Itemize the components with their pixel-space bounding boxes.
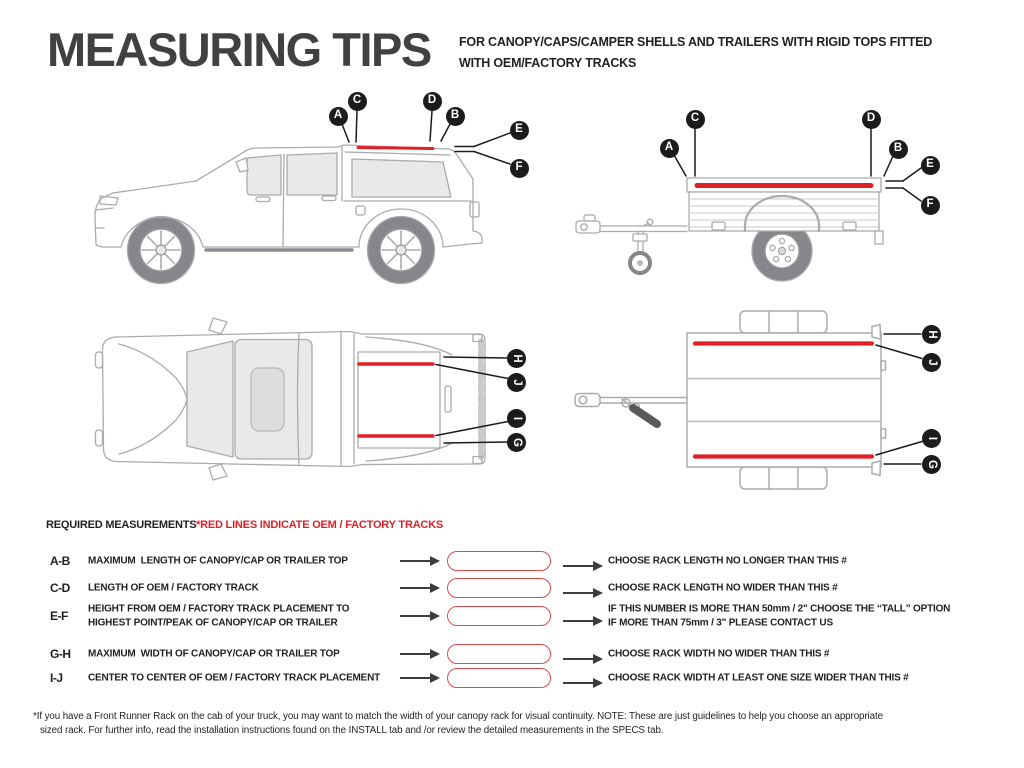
measurement-blank-field <box>447 644 551 664</box>
measurement-recommendation <box>608 603 1020 630</box>
red-lines-note: *RED LINES INDICATE OEM / FACTORY TRACKS <box>196 519 444 531</box>
marker-truck-top-g: G <box>507 433 526 452</box>
description-line: MAXIMUM WIDTH OF CANOPY/CAP OR TRAILER TOP <box>88 648 340 660</box>
marker-trailer-top-g: G <box>922 455 941 474</box>
measurement-description <box>88 554 404 568</box>
marker-truck-top-j: J <box>507 373 526 392</box>
marker-trailer-top-h: H <box>922 325 941 344</box>
measurement-blank-field <box>447 668 551 688</box>
marker-trailer-top-i: I <box>922 429 941 448</box>
measurement-description <box>88 603 404 630</box>
arrow-right-icon <box>563 561 603 571</box>
trailer-side-view-drawing <box>576 129 921 281</box>
measurement-description <box>88 671 404 685</box>
measurement-recommendation <box>608 581 1020 595</box>
measurement-code: G-H <box>50 647 71 661</box>
measurement-row-ef <box>0 601 1024 631</box>
page-title: MEASURING TIPS <box>47 23 431 76</box>
arrow-right-icon <box>400 611 440 621</box>
measurement-description <box>88 647 404 661</box>
arrow-right-icon <box>400 673 440 683</box>
recommendation-line: CHOOSE RACK WIDTH NO WIDER THAN THIS # <box>608 648 830 660</box>
measurement-blank-field <box>447 578 551 598</box>
arrow-right-icon <box>400 556 440 566</box>
description-line: CENTER TO CENTER OF OEM / FACTORY TRACK PLACEMENT <box>88 672 381 684</box>
marker-trailer-side-d: D <box>862 110 881 129</box>
subtitle-line-2: WITH OEM/FACTORY TRACKS <box>459 56 637 70</box>
marker-trailer-side-e: E <box>921 156 940 175</box>
marker-truck-side-c: C <box>348 92 367 111</box>
footnote <box>33 710 883 737</box>
marker-truck-side-b: B <box>446 107 465 126</box>
measurement-blank-field <box>447 606 551 626</box>
description-line: LENGTH OF OEM / FACTORY TRACK <box>88 582 259 594</box>
measurement-blank-field <box>447 551 551 571</box>
footnote-line-1: *If you have a Front Runner Rack on the cab of your truck, you may want to match the width of your canopy rack for visual continuity. NOTE: These are just guidelines to help you choose an appropriate <box>33 711 883 722</box>
truck-top-view-drawing <box>96 318 509 480</box>
marker-trailer-side-f: F <box>921 196 940 215</box>
description-line: MAXIMUM LENGTH OF CANOPY/CAP OR TRAILER TOP <box>88 555 348 567</box>
arrow-right-icon <box>400 583 440 593</box>
measurement-code: E-F <box>50 609 68 623</box>
measurement-row-ij <box>0 664 1024 692</box>
measurement-code: A-B <box>50 554 70 568</box>
measurement-code: C-D <box>50 581 70 595</box>
arrow-right-icon <box>563 588 603 598</box>
measurement-description <box>88 581 404 595</box>
description-line: HIGHEST POINT/PEAK OF CANOPY/CAP OR TRAILER <box>88 617 338 628</box>
measurement-row-ab <box>0 547 1024 575</box>
marker-trailer-side-b: B <box>889 140 908 159</box>
arrow-right-icon <box>400 649 440 659</box>
description-line: HEIGHT FROM OEM / FACTORY TRACK PLACEMENT TO <box>88 603 350 615</box>
measurement-recommendation <box>608 554 1020 568</box>
recommendation-line: CHOOSE RACK LENGTH NO LONGER THAN THIS # <box>608 555 847 567</box>
recommendation-line: IF THIS NUMBER IS MORE THAN 50mm / 2" CHOOSE THE “TALL” OPTION <box>608 603 951 615</box>
trailer-top-view-drawing <box>575 311 922 489</box>
arrow-right-icon <box>563 654 603 664</box>
marker-trailer-top-j: J <box>922 353 941 372</box>
recommendation-line: IF MORE THAN 75mm / 3" PLEASE CONTACT US <box>608 617 833 628</box>
measurement-code: I-J <box>50 671 63 685</box>
recommendation-line: CHOOSE RACK WIDTH AT LEAST ONE SIZE WIDER THAN THIS # <box>608 672 909 684</box>
marker-truck-side-e: E <box>510 121 529 140</box>
measurement-row-cd <box>0 574 1024 602</box>
measurement-recommendation <box>608 671 1020 685</box>
marker-trailer-side-c: C <box>686 110 705 129</box>
required-measurements-label: REQUIRED MEASUREMENTS <box>46 519 197 531</box>
arrow-right-icon <box>563 616 603 626</box>
marker-truck-top-h: H <box>507 349 526 368</box>
footnote-line-2: sized rack. For further info, read the installation instructions found on the INSTALL tab and /or review the detailed measurements in the SPECS tab. <box>40 724 664 736</box>
marker-truck-side-d: D <box>423 92 442 111</box>
subtitle-line-1: FOR CANOPY/CAPS/CAMPER SHELLS AND TRAILERS WITH RIGID TOPS FITTED <box>459 35 933 49</box>
marker-trailer-side-a: A <box>660 139 679 158</box>
truck-side-view-drawing <box>95 111 510 284</box>
marker-truck-side-a: A <box>329 107 348 126</box>
marker-truck-side-f: F <box>510 159 529 178</box>
recommendation-line: CHOOSE RACK LENGTH NO WIDER THAN THIS # <box>608 582 838 594</box>
marker-truck-top-i: I <box>507 409 526 428</box>
measurement-recommendation <box>608 647 1020 661</box>
arrow-right-icon <box>563 678 603 688</box>
